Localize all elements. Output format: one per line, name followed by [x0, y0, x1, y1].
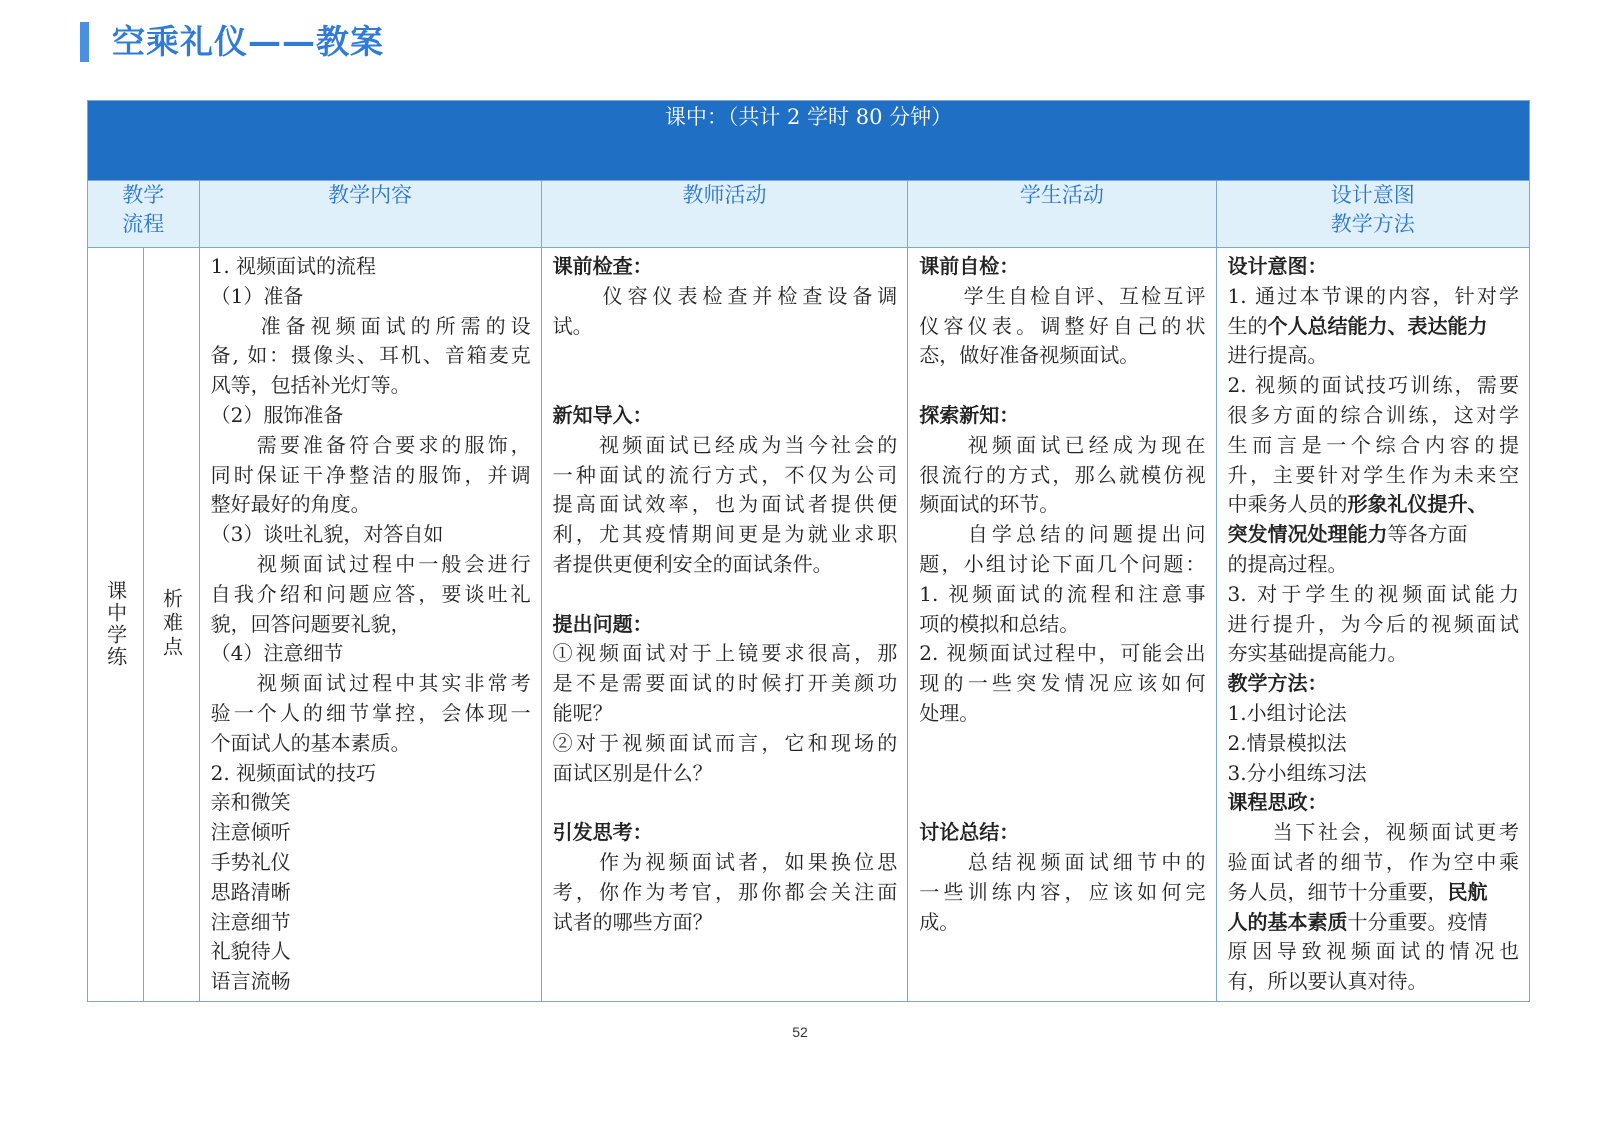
design-text-line: 原因导致视频面试的情况也 [1227, 939, 1519, 964]
content-line: 思路清晰 [210, 879, 291, 904]
content-line: 语言流畅 [210, 969, 291, 994]
content-line: （3）谈吐礼貌，对答自如 [210, 522, 444, 547]
column-header-teacher: 教师活动 [541, 181, 908, 248]
teacher-text-line: ②对于视频面试而言，它和现场的 [552, 730, 898, 755]
design-text-line: 生而言是一个综合内容的提 [1227, 432, 1519, 457]
content-line: 风等，包括补光灯等。 [210, 373, 411, 398]
teacher-text-line: 考，你作为考官，那你都会关注面 [552, 879, 898, 904]
student-text-line: 处理。 [919, 700, 980, 725]
design-text-line: 1. 通过本节课的内容，针对学 [1227, 283, 1519, 308]
student-text-line: 态，做好准备视频面试。 [919, 343, 1140, 368]
teacher-text-line: ①视频面试对于上镜要求很高，那 [552, 641, 898, 666]
teacher-heading-question: 提出问题： [552, 611, 653, 636]
student-text-line: 2. 视频面试过程中，可能会出 [919, 641, 1206, 666]
teacher-heading-think: 引发思考： [552, 820, 653, 845]
teacher-text-line: 提高面试效率，也为面试者提供便 [552, 492, 898, 517]
teacher-activity-cell [541, 248, 908, 1002]
method-item: 2.情景模拟法 [1227, 730, 1347, 755]
design-text-line: 中乘务人员的形象礼仪提升、 [1227, 492, 1488, 517]
content-line: 需要准备符合要求的服饰， [210, 432, 531, 457]
teacher-text-line: 是不是需要面试的时候打开美颜功 [552, 671, 898, 696]
flow-stage-label: 课中学练 [103, 580, 128, 669]
title-accent-bar [80, 22, 89, 62]
design-heading-intent: 设计意图： [1227, 254, 1328, 278]
content-line: 自我介绍和问题应答，要谈吐礼 [210, 581, 531, 606]
content-line: 个面试人的基本素质。 [210, 730, 411, 755]
student-text-line: 成。 [919, 909, 960, 934]
teacher-text-line: 视频面试已经成为当今社会的 [552, 432, 898, 457]
design-text-line: 突发情况处理能力等各方面 [1227, 522, 1468, 547]
content-line: （1）准备 [210, 283, 304, 308]
student-text-line: 1. 视频面试的流程和注意事 [919, 581, 1206, 606]
teacher-heading-intro: 新知导入： [552, 402, 653, 427]
content-line: 手势礼仪 [210, 849, 291, 874]
content-list [211, 252, 531, 997]
content-line: 2. 视频面试的技巧 [210, 760, 377, 785]
content-line: 验一个人的细节掌控，会体现一 [210, 700, 531, 725]
design-heading-method: 教学方法： [1227, 671, 1328, 696]
student-text-line: 频面试的环节。 [919, 492, 1060, 517]
teacher-text-line: 作为视频面试者，如果换位思 [552, 849, 898, 874]
student-text-line: 总结视频面试细节中的 [919, 849, 1206, 874]
teacher-text-line: 能呢？ [552, 700, 613, 725]
design-text-line: 夯实基础提高能力。 [1227, 641, 1408, 666]
design-intent-cell [1216, 248, 1529, 1002]
content-line: 视频面试过程中一般会进行 [210, 551, 531, 576]
teacher-text-line: 一种面试的流行方式，不仅为公司 [552, 462, 898, 487]
content-line: 准备视频面试的所需的设 [210, 313, 531, 338]
method-item: 1.小组讨论法 [1227, 700, 1347, 725]
student-text-line: 视频面试已经成为现在 [919, 432, 1206, 457]
design-text-line: 进行提高。 [1227, 343, 1328, 368]
design-text-line: 有，所以要认真对待。 [1227, 969, 1428, 994]
student-activity-cell [908, 248, 1216, 1002]
content-line: 貌，回答问题要礼貌， [210, 611, 411, 636]
design-text-line: 升，主要针对学生作为未来空 [1227, 462, 1519, 487]
student-text-line: 项的模拟和总结。 [919, 611, 1080, 636]
teacher-text-line: 面试区别是什么？ [552, 760, 713, 785]
student-heading-explore: 探索新知： [919, 402, 1020, 427]
student-text-line: 很流行的方式，那么就模仿视 [919, 462, 1206, 487]
student-text-line: 仪容仪表。调整好自己的状 [919, 313, 1206, 338]
method-item: 3.分小组练习法 [1227, 760, 1367, 785]
design-text-line: 务人员，细节十分重要，民航 [1227, 879, 1488, 904]
content-line: 整好最好的角度。 [210, 492, 371, 517]
student-heading-selfcheck: 课前自检： [919, 254, 1020, 278]
flow-substage-cell [144, 248, 199, 1002]
teacher-text-line: 者提供更便利安全的面试条件。 [552, 551, 833, 576]
student-heading-summary: 讨论总结： [919, 820, 1020, 845]
design-text-line: 当下社会，视频面试更考 [1227, 820, 1519, 845]
design-text-line: 的提高过程。 [1227, 551, 1348, 576]
design-text-line: 进行提升，为今后的视频面试 [1227, 611, 1519, 636]
design-text-line: 2. 视频的面试技巧训练，需要 [1227, 373, 1519, 398]
design-text-line: 3. 对于学生的视频面试能力 [1227, 581, 1519, 606]
content-line: 礼貌待人 [210, 939, 291, 964]
teacher-text-line: 利，尤其疫情期间更是为就业求职 [552, 522, 898, 547]
student-text-line: 自学总结的问题提出问 [919, 522, 1206, 547]
flow-substage-label: 析难点 [159, 588, 184, 661]
student-text-line: 一些训练内容，应该如何完 [919, 879, 1206, 904]
content-cell [199, 248, 541, 1002]
teacher-text-line: 仪容仪表检查并检查设备调 [552, 283, 898, 308]
content-line: 亲和微笑 [210, 790, 291, 815]
content-line: （2）服饰准备 [210, 402, 344, 427]
design-heading-ideology: 课程思政： [1227, 790, 1328, 815]
page-title: 空乘礼仪——教案 [112, 22, 384, 61]
flow-stage-cell [88, 248, 144, 1002]
design-text-line: 验面试者的细节，作为空中乘 [1227, 849, 1519, 874]
content-line: 1. 视频面试的流程 [210, 254, 377, 278]
table-top-header: 课中：（共计 2 学时 80 分钟） [88, 101, 1530, 181]
teacher-text-line: 试。 [552, 313, 593, 338]
content-line: 注意倾听 [210, 820, 291, 845]
design-text-line: 很多方面的综合训练，这对学 [1227, 402, 1519, 427]
design-text-line: 人的基本素质十分重要。疫情 [1227, 909, 1488, 934]
column-header-student: 学生活动 [908, 181, 1216, 248]
content-line: 同时保证干净整洁的服饰，并调 [210, 462, 531, 487]
page-number: 52 [792, 1024, 808, 1040]
student-text-line: 学生自检自评、互检互评 [919, 283, 1206, 308]
column-header-flow: 教学 流程 [88, 181, 200, 248]
teacher-heading-check: 课前检查： [552, 254, 653, 278]
lesson-plan-table [87, 100, 1530, 1002]
student-text-line: 现的一些突发情况应该如何 [919, 671, 1206, 696]
content-line: 注意细节 [210, 909, 291, 934]
student-text-line: 题，小组讨论下面几个问题： [919, 551, 1206, 576]
content-line: 视频面试过程中其实非常考 [210, 671, 531, 696]
column-header-content: 教学内容 [199, 181, 541, 248]
column-header-design: 设计意图 教学方法 [1216, 181, 1529, 248]
content-line: （4）注意细节 [210, 641, 344, 666]
teacher-text-line: 试者的哪些方面？ [552, 909, 713, 934]
design-text-line: 生的个人总结能力、表达能力 [1227, 313, 1488, 338]
content-line: 备, 如：摄像头、耳机、音箱麦克 [210, 343, 531, 368]
